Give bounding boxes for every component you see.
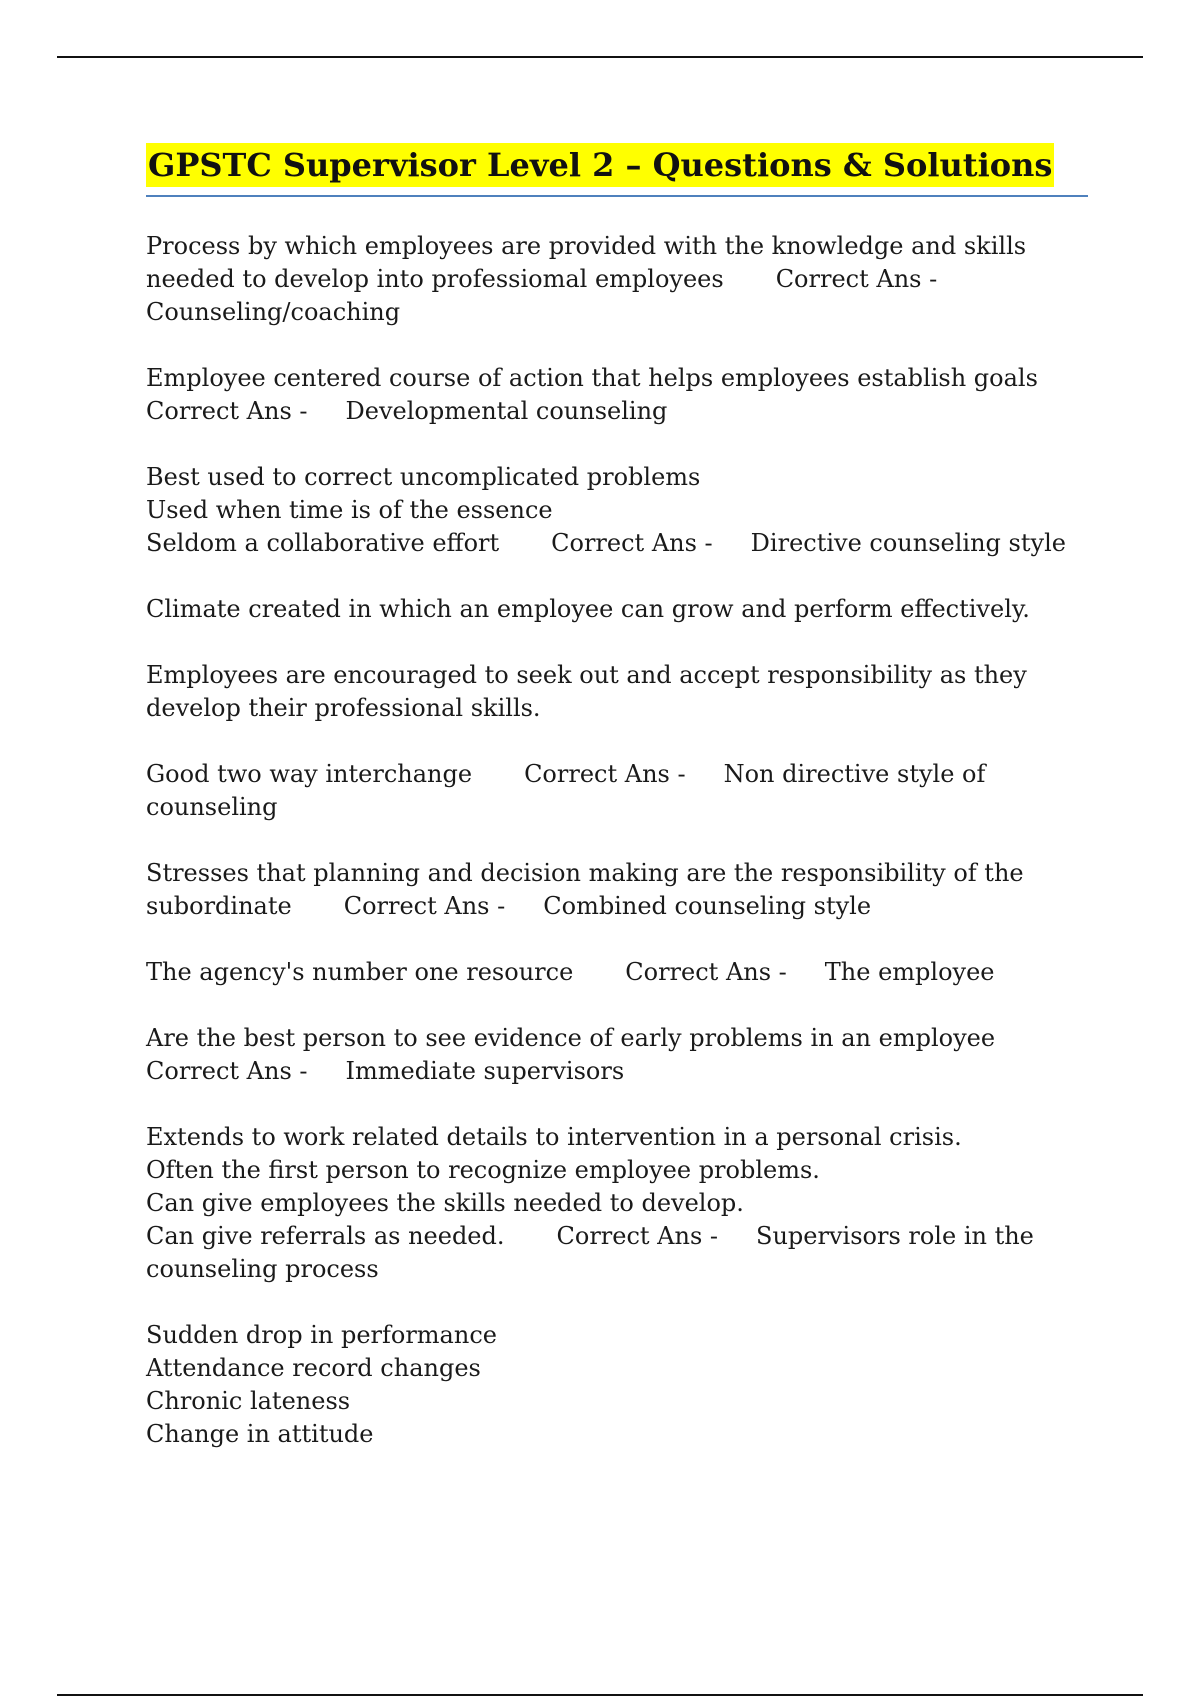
- question-line: Sudden drop in performance: [146, 1321, 497, 1349]
- qa-entry: [146, 857, 1096, 923]
- qa-entry: [146, 956, 1096, 989]
- qa-entry: [146, 362, 1096, 428]
- question-answer-line: [146, 362, 1096, 395]
- correct-answer-label: Correct Ans -: [775, 265, 938, 293]
- top-rule: [57, 56, 1143, 58]
- question-line: Process by which employees are provided with the knowledge and skills: [146, 232, 1027, 260]
- qa-list: [146, 230, 1096, 1484]
- question-answer-line: [146, 263, 1096, 296]
- qa-entry: [146, 230, 1096, 329]
- answer-text: The employee: [824, 958, 995, 986]
- question-text: Employee centered course of action that helps employees establish goals: [146, 364, 1038, 392]
- question-answer-line: [146, 758, 1096, 791]
- correct-answer-label: Correct Ans -: [556, 1222, 719, 1250]
- answer-continuation: counseling: [146, 793, 278, 821]
- answer-text: Counseling/coaching: [146, 298, 401, 326]
- question-text: Good two way interchange: [146, 760, 473, 788]
- question-line: Employees are encouraged to seek out and accept responsibility as they: [146, 661, 1027, 689]
- correct-answer-label: Correct Ans -: [625, 958, 787, 986]
- title-block: [146, 143, 1088, 197]
- question-line: Climate created in which an employee can grow and perform effectively.: [146, 595, 1030, 623]
- question-line: Best used to correct uncomplicated problems: [146, 463, 701, 491]
- qa-entry: [146, 758, 1096, 824]
- question-line: Extends to work related details to intervention in a personal crisis.: [146, 1123, 962, 1151]
- answer-line: [146, 395, 1096, 428]
- question-line: Stresses that planning and decision making are the responsibility of the: [146, 859, 1024, 887]
- question-answer-line: [146, 890, 1096, 923]
- question-text: Are the best person to see evidence of early problems in an employee: [146, 1024, 996, 1052]
- qa-entry: [146, 593, 1096, 626]
- question-text: Seldom a collaborative effort: [146, 529, 500, 557]
- question-line: develop their professional skills.: [146, 694, 541, 722]
- document-title: GPSTC Supervisor Level 2 – Questions & Solutions: [146, 143, 1054, 187]
- question-answer-line: [146, 527, 1096, 560]
- answer-text: Combined counseling style: [543, 892, 872, 920]
- question-line: Often the first person to recognize employee problems.: [146, 1156, 820, 1184]
- answer-text: Supervisors role in the: [756, 1222, 1034, 1250]
- question-text: Can give referrals as needed.: [146, 1222, 505, 1250]
- correct-answer-label: Correct Ans -: [146, 397, 308, 425]
- question-text: The agency's number one resource: [146, 958, 574, 986]
- question-answer-line: [146, 1022, 1096, 1055]
- correct-answer-label: Correct Ans -: [524, 760, 686, 788]
- question-line: Used when time is of the essence: [146, 496, 553, 524]
- answer-line: [146, 296, 1096, 329]
- correct-answer-label: Correct Ans -: [343, 892, 506, 920]
- question-line: Change in attitude: [146, 1420, 374, 1448]
- answer-text: Non directive style of: [723, 760, 986, 788]
- question-line: Chronic lateness: [146, 1387, 351, 1415]
- qa-entry: [146, 461, 1096, 560]
- question-answer-line: [146, 1220, 1096, 1253]
- correct-answer-label: Correct Ans -: [551, 529, 713, 557]
- correct-answer-label: Correct Ans -: [146, 1057, 308, 1085]
- answer-text: Immediate supervisors: [345, 1057, 625, 1085]
- question-text: subordinate: [146, 892, 292, 920]
- qa-entry: [146, 1319, 1096, 1451]
- question-answer-line: [146, 956, 1096, 989]
- answer-line: [146, 1055, 1096, 1088]
- answer-text: Directive counseling style: [750, 529, 1066, 557]
- question-line: Can give employees the skills needed to develop.: [146, 1189, 744, 1217]
- answer-text: Developmental counseling: [345, 397, 668, 425]
- qa-entry: [146, 1121, 1096, 1286]
- qa-entry: [146, 1022, 1096, 1088]
- question-text: needed to develop into professiomal employees: [146, 265, 724, 293]
- answer-continuation: counseling process: [146, 1255, 379, 1283]
- qa-entry: [146, 659, 1096, 725]
- question-line: Attendance record changes: [146, 1354, 481, 1382]
- bottom-rule: [57, 1694, 1143, 1696]
